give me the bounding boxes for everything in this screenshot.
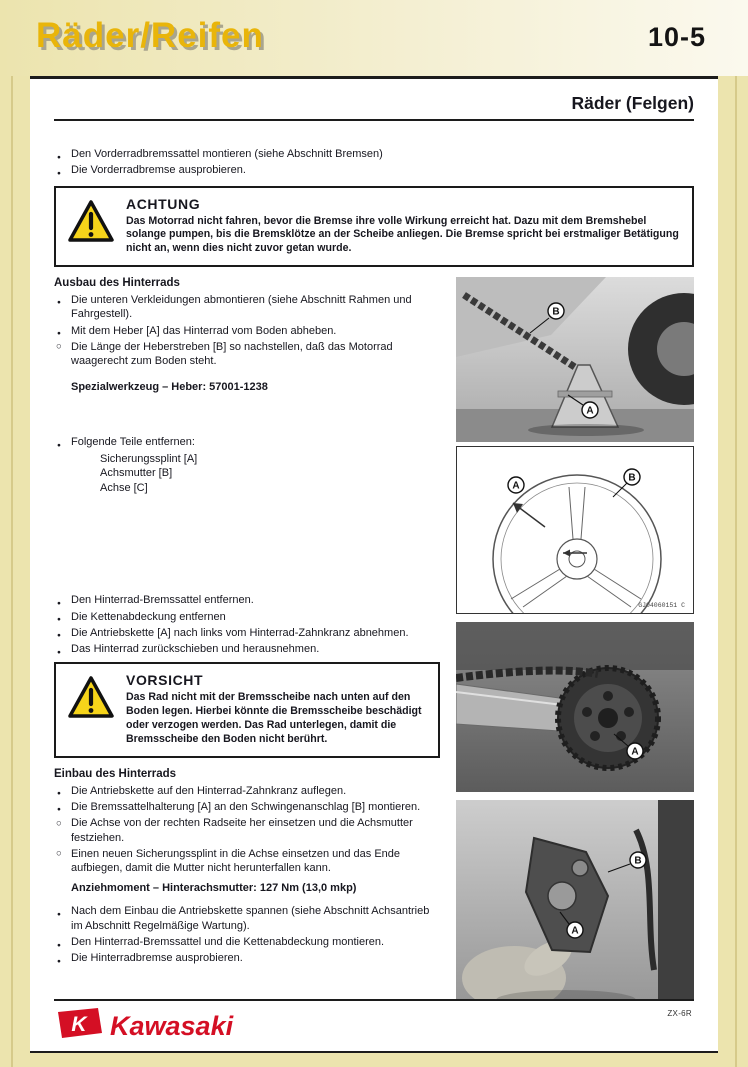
figure-chain-sprocket-photo xyxy=(456,622,694,792)
section-title: Räder (Felgen) xyxy=(571,93,694,113)
removal-steps xyxy=(54,593,442,656)
figure-label-A xyxy=(508,477,524,493)
part-line: Achse [C] xyxy=(100,481,148,494)
two-column-area xyxy=(54,277,694,1015)
footer xyxy=(54,999,694,1047)
text-column xyxy=(54,277,442,1015)
svg-text:B: B xyxy=(634,855,642,867)
intro-list xyxy=(54,147,694,178)
section-heading-einbau: Einbau des Hinterrads xyxy=(54,767,177,780)
list-item: ● Die Antriebskette [A] nach links vom Hinterrad-Zahnkranz abnehmen. xyxy=(54,626,442,640)
svg-text:B: B xyxy=(628,472,636,484)
warning-box-vorsicht xyxy=(54,662,440,757)
section-heading-ausbau: Ausbau des Hinterrads xyxy=(54,276,180,289)
list-item: ● Die Bremssattelhalterung [A] an den Schwingenanschlag [B] montieren. xyxy=(54,800,442,814)
list-item: ● Die Antriebskette auf den Hinterrad-Zahnkranz auflegen. xyxy=(54,784,442,798)
list-item: ○ Einen neuen Sicherungssplint in die Achse einsetzen und das Ende aufbiegen, damit die Mutter nicht herunterfallen kann. xyxy=(54,847,442,876)
warning-text: Das Rad nicht mit der Bremsscheibe nach unten auf den Boden legen. Hierbei könnte die Bremsscheibe beschädigt oder verzogen werden. Das Rad unterlegen, damit die Bremsscheibe den Boden nicht berührt. xyxy=(126,691,422,745)
svg-text:A: A xyxy=(586,405,594,417)
warning-content xyxy=(126,672,428,746)
warning-box-achtung xyxy=(54,186,694,267)
torque-note: Anziehmoment – Hinterachsmutter: 127 Nm (13,0 mkp) xyxy=(71,882,357,895)
warning-triangle-icon xyxy=(68,672,114,746)
page-title: Räder/Reifen xyxy=(36,16,264,55)
warning-triangle-icon xyxy=(68,196,114,256)
list-item: ○ Die Länge der Heberstreben [B] so nachstellen, daß das Motorrad waagerecht zum Boden steht. xyxy=(54,340,442,369)
list-item: ● Nach dem Einbau die Antriebskette spannen (siehe Abschnitt Achsantrieb im Abschnitt Regelmäßige Wartung). xyxy=(54,904,442,933)
list-item: ● Mit dem Heber [A] das Hinterrad vom Boden abheben. xyxy=(54,324,442,338)
frame-edge-left xyxy=(11,0,13,1067)
kawasaki-wordmark: Kawasaki xyxy=(110,1011,234,1041)
warning-title: VORSICHT xyxy=(126,672,204,689)
figure-column xyxy=(456,277,694,1015)
list-item: ● Den Vorderradbremssattel montieren (siehe Abschnitt Bremsen) xyxy=(54,147,694,161)
list-item: ● Das Hinterrad zurückschieben und herausnehmen. xyxy=(54,642,442,656)
figure-wheel-diagram xyxy=(456,446,694,614)
warning-title: ACHTUNG xyxy=(126,195,201,212)
list-item: ● Folgende Teile entfernen: xyxy=(54,435,442,449)
list-item: ● Den Hinterrad-Bremssattel und die Kettenabdeckung montieren. xyxy=(54,935,442,949)
svg-text:A: A xyxy=(631,746,639,758)
kawasaki-logo xyxy=(56,1007,276,1048)
svg-text:K: K xyxy=(71,1013,87,1036)
svg-text:A: A xyxy=(571,925,579,937)
figure-rear-stand-photo xyxy=(456,277,694,442)
warning-text: Das Motorrad nicht fahren, bevor die Bremse ihre volle Wirkung erreicht hat. Dazu mit dem Bremshebel solange pumpen, bis die Bremsklötze an der Scheibe anliegen. Die Bremse spricht bei erstmaliger Betätigung nicht an, wenn dies nicht zuvor getan wurde. xyxy=(126,214,679,255)
final-steps xyxy=(54,904,442,965)
list-item: ● Die Vorderradbremse ausprobieren. xyxy=(54,163,694,177)
svg-text:A: A xyxy=(512,480,520,492)
svg-text:B: B xyxy=(552,306,560,318)
list-item: ● Den Hinterrad-Bremssattel entfernen. xyxy=(54,593,442,607)
list-item: ● Die Kettenabdeckung entfernen xyxy=(54,610,442,624)
list-item: ● Die unteren Verkleidungen abmontieren (siehe Abschnitt Rahmen und Fahrgestell). xyxy=(54,293,442,322)
warning-content xyxy=(126,196,682,256)
frame-edge-right xyxy=(735,0,737,1067)
page-number: 10-5 xyxy=(647,22,706,52)
list-item: ● Die Hinterradbremse ausprobieren. xyxy=(54,951,442,965)
part-line: Sicherungssplint [A] xyxy=(100,452,198,465)
list-item: ○ Die Achse von der rechten Radseite her einsetzen und die Achsmutter festziehen. xyxy=(54,816,442,845)
content-sheet xyxy=(30,76,718,1053)
section-rule xyxy=(54,119,694,121)
model-code: ZX-6R xyxy=(667,1009,692,1018)
figure-caliper-bracket-photo xyxy=(456,800,694,1015)
part-line: Achsmutter [B] xyxy=(100,467,173,480)
special-tool-note: Spezialwerkzeug – Heber: 57001-1238 xyxy=(71,381,268,394)
figure-code: GJ04060151 C xyxy=(638,601,685,609)
